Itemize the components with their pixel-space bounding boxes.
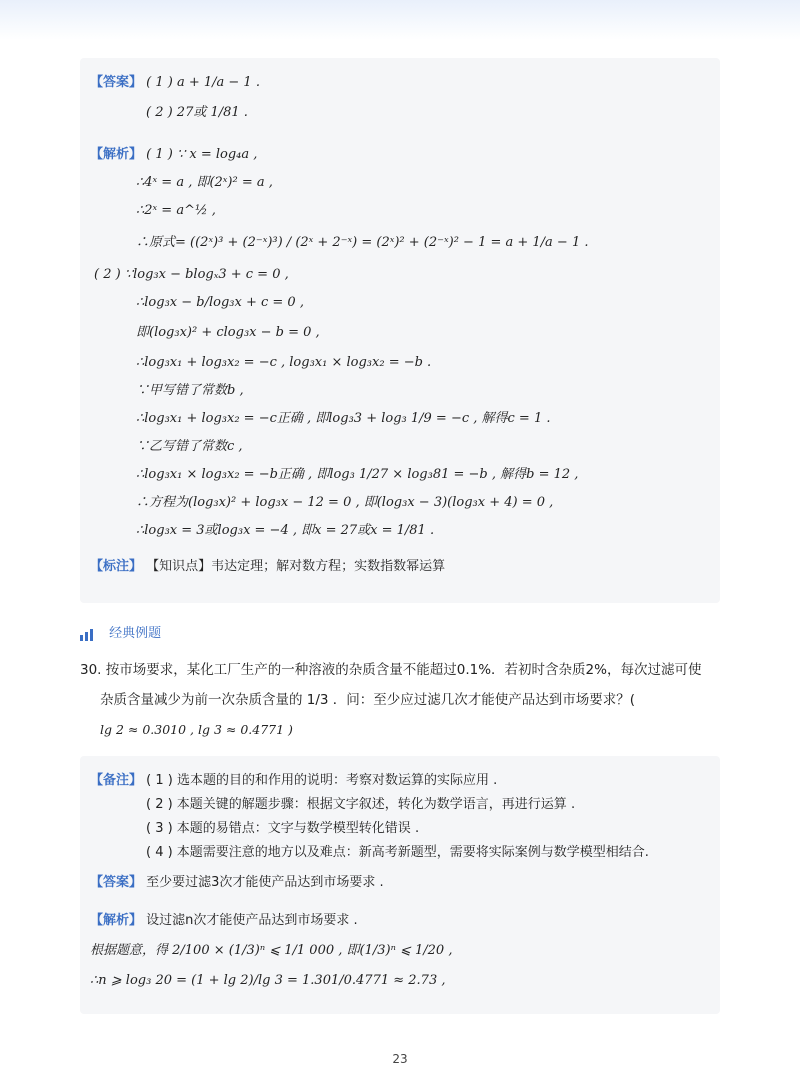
question-line-2: 杂质含量减少为前一次杂质含量的 1/3 ．问：至少应过滤几次才能使产品达到市场要求？( xyxy=(100,692,636,708)
solution-panel-1 xyxy=(80,58,720,603)
remark-line: ( 4 ) 本题需要注意的地方以及难点：新高考新题型，需要将实际案例与数学模型相结合. xyxy=(146,845,649,860)
page-number: 23 xyxy=(392,1052,408,1066)
answer-tag: 【答案】 xyxy=(90,75,143,90)
analysis-line-2: ∴n ⩾ log₃ 20 = (1 + lg 2)/lg 3 = 1.301/0.4771 ≈ 2.73 , xyxy=(90,973,446,988)
analysis-line: ∴log₃x = 3或log₃x = −4 , 即x = 27或x = 1/81 . xyxy=(136,523,435,538)
solution-panel-2 xyxy=(80,756,720,1014)
analysis-line: ∴4ˣ = a , 即(2ˣ)² = a , xyxy=(136,175,273,190)
remark-line: ( 3 ) 本题的易错点：文字与数学模型转化错误 . xyxy=(146,821,420,836)
analysis-line: ∵甲写错了常数b , xyxy=(136,383,244,398)
note-text: 【知识点】韦达定理；解对数方程；实数指数幂运算 xyxy=(146,559,446,574)
answer-line-1: ( 1 ) a + 1/a − 1 . xyxy=(146,75,260,90)
bar-chart-icon xyxy=(80,626,95,641)
remark-line: ( 2 ) 本题关键的解题步骤：根据文字叙述，转化为数学语言，再进行运算 . xyxy=(146,797,576,812)
note-row xyxy=(90,558,445,576)
analysis-line: ∴log₃x − b/log₃x + c = 0 , xyxy=(136,295,304,310)
note-tag: 【标注】 xyxy=(90,559,143,574)
question-line-3: lg 2 ≈ 0.3010 , lg 3 ≈ 0.4771 ) xyxy=(100,722,293,737)
section-header xyxy=(80,622,161,641)
remark-tag: 【备注】 xyxy=(90,773,143,788)
answer-text-2: 至少要过滤3次才能使产品达到市场要求 . xyxy=(146,875,384,890)
analysis-line: ( 1 ) ∵ x = log₄a , xyxy=(146,147,258,162)
analysis-line: ∴原式= ((2ˣ)³ + (2⁻ˣ)³) / (2ˣ + 2⁻ˣ) = (2ˣ)² + (2⁻ˣ)² − 1 = a + 1/a − 1 . xyxy=(136,235,589,250)
header-gradient xyxy=(0,0,800,40)
analysis-row-2 xyxy=(90,912,358,930)
remark-row xyxy=(90,772,497,790)
remark-line: ( 1 ) 选本题的目的和作用的说明：考察对数运算的实际应用 . xyxy=(146,773,498,788)
analysis-line-2: 设过滤n次才能使产品达到市场要求 . xyxy=(146,913,358,928)
analysis-tag: 【解析】 xyxy=(90,147,143,162)
answer-line-2: ( 2 ) 27或 1/81 . xyxy=(146,105,248,120)
analysis-line-2: 根据题意，得 2/100 × (1/3)ⁿ ⩽ 1/1 000 , 即(1/3)ⁿ ⩽ 1/20 , xyxy=(90,943,453,958)
section-title: 经典例题 xyxy=(109,626,162,641)
answer-row xyxy=(90,74,260,92)
analysis-line: 即(log₃x)² + clog₃x − b = 0 , xyxy=(136,325,320,340)
analysis-line: ∵乙写错了常数c , xyxy=(136,439,243,454)
analysis-line: ∴log₃x₁ + log₃x₂ = −c正确 , 即log₃3 + log₃ 1/9 = −c , 解得c = 1 . xyxy=(136,411,551,426)
analysis-line: ∴log₃x₁ + log₃x₂ = −c , log₃x₁ × log₃x₂ = −b . xyxy=(136,355,432,370)
analysis-tag-2: 【解析】 xyxy=(90,913,143,928)
question-line-1: 30. 按市场要求，某化工厂生产的一种溶液的杂质含量不能超过0.1%．若初时含杂质2%，每次过滤可使 xyxy=(80,662,702,678)
analysis-line: ∴2ˣ = a^½ , xyxy=(136,203,216,218)
analysis-line: ∴log₃x₁ × log₃x₂ = −b正确 , 即log₃ 1/27 × log₃81 = −b , 解得b = 12 , xyxy=(136,467,579,482)
answer-tag-2: 【答案】 xyxy=(90,875,143,890)
analysis-row xyxy=(90,146,257,164)
analysis-line: ( 2 ) ∵log₃x − blogₓ3 + c = 0 , xyxy=(94,267,289,282)
answer-row-2 xyxy=(90,874,384,892)
analysis-line: ∴方程为(log₃x)² + log₃x − 12 = 0 , 即(log₃x − 3)(log₃x + 4) = 0 , xyxy=(136,495,554,510)
